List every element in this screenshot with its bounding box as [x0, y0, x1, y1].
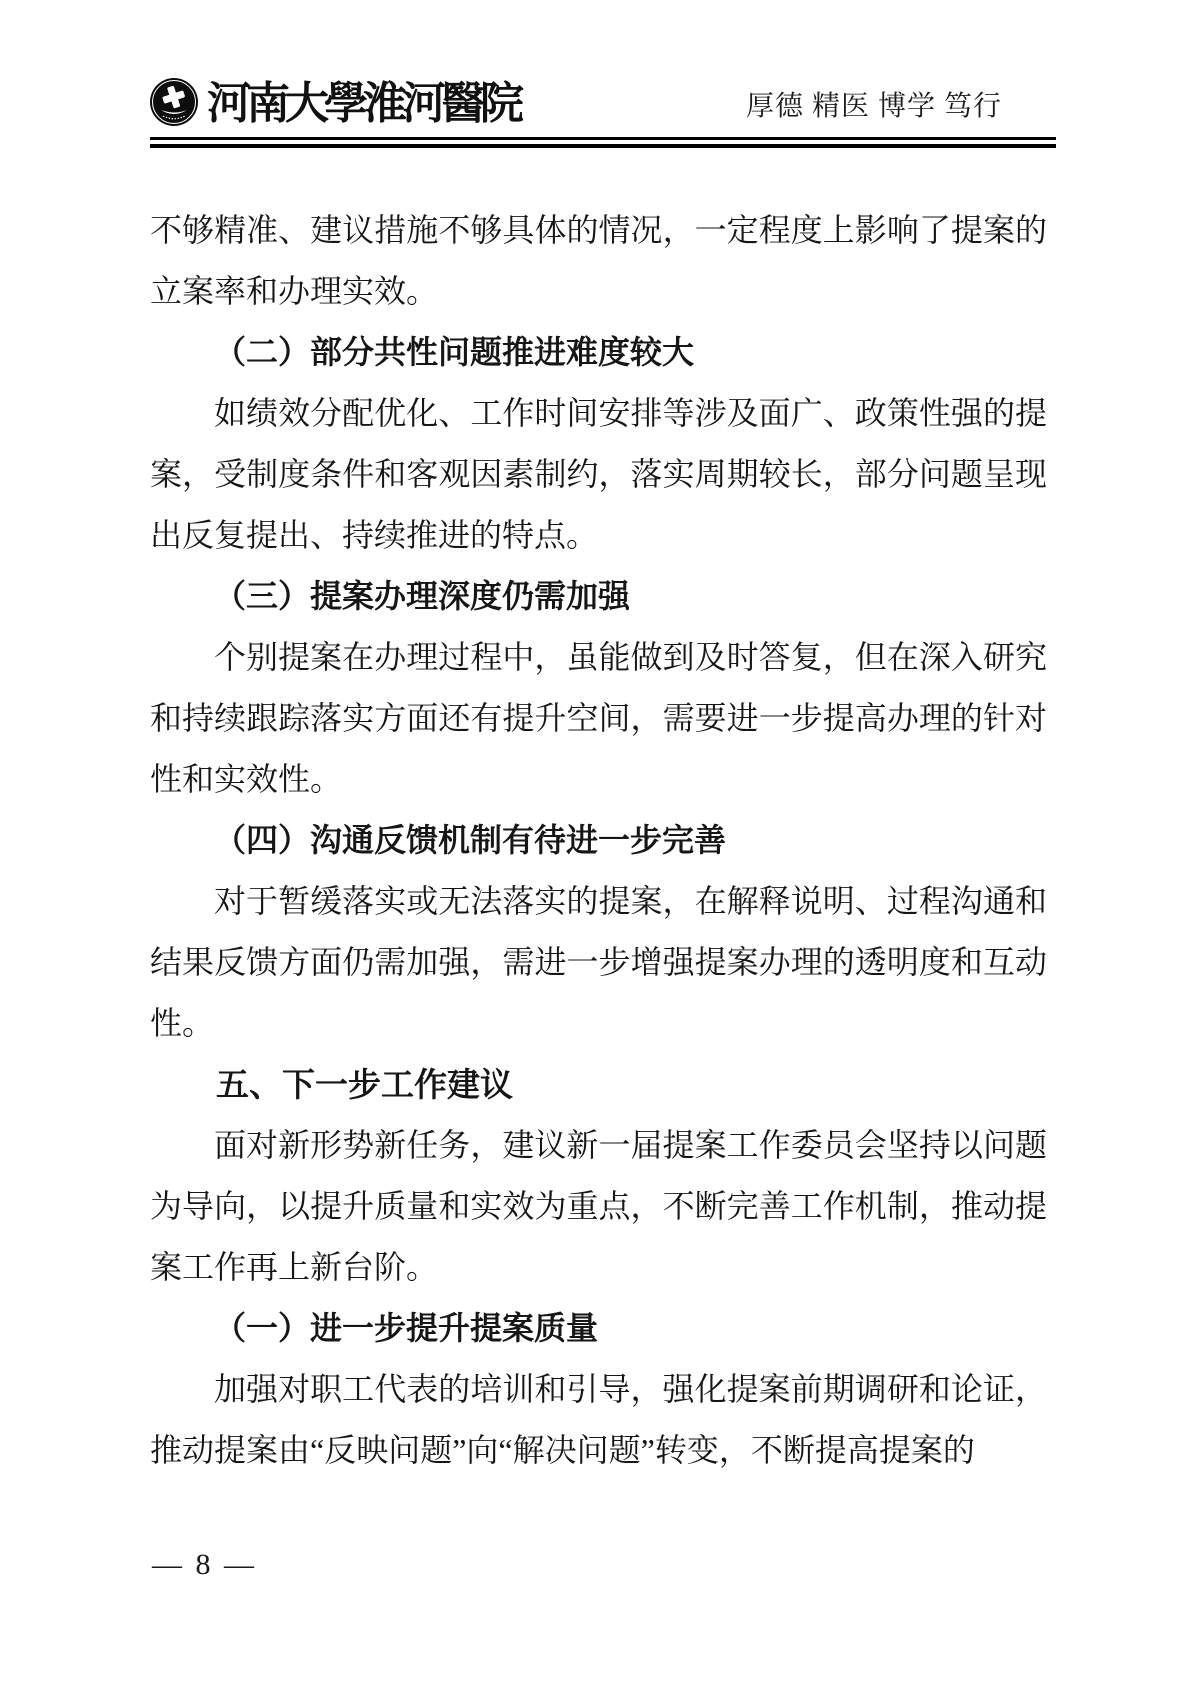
paragraph: 加强对职工代表的培训和引导，强化提案前期调研和论证，推动提案由“反映问题”向“解决问题”转变，不断提高提案的 — [150, 1371, 1047, 1468]
paragraph: 对于暂缓落实或无法落实的提案，在解释说明、过程沟通和结果反馈方面仍需加强，需进一步增强提案办理的透明度和互动性。 — [150, 883, 1047, 1041]
subsection-heading: （四）沟通反馈机制有待进一步完善 — [214, 822, 727, 858]
subsection-heading: （三）提案办理深度仍需加强 — [214, 578, 631, 614]
paragraph: 如绩效分配优化、工作时间安排等涉及面广、政策性强的提案，受制度条件和客观因素制约，落实周期较长，部分问题呈现出反复提出、持续推进的特点。 — [150, 395, 1047, 553]
paragraph: 不够精准、建议措施不够具体的情况，一定程度上影响了提案的立案率和办理实效。 — [150, 212, 1047, 309]
header-divider — [150, 137, 1056, 148]
subsection-heading: （一）进一步提升提案质量 — [214, 1310, 599, 1346]
hospital-emblem-icon — [149, 77, 199, 127]
subsection-heading: （二）部分共性问题推进难度较大 — [214, 334, 695, 370]
header-motto: 厚德 精医 博学 笃行 — [745, 91, 1002, 122]
hospital-name: 河南大學淮河醫院 — [207, 79, 519, 128]
section-heading: 五、下一步工作建议 — [216, 1066, 513, 1103]
page-number: — 8 — — [152, 1548, 257, 1581]
paragraph: 面对新形势新任务，建议新一届提案工作委员会坚持以问题为导向，以提升质量和实效为重点，不断完善工作机制，推动提案工作再上新台阶。 — [150, 1127, 1047, 1285]
document-body — [150, 200, 1047, 1481]
paragraph: 个别提案在办理过程中，虽能做到及时答复，但在深入研究和持续跟踪落实方面还有提升空间，需要进一步提高办理的针对性和实效性。 — [150, 639, 1047, 797]
